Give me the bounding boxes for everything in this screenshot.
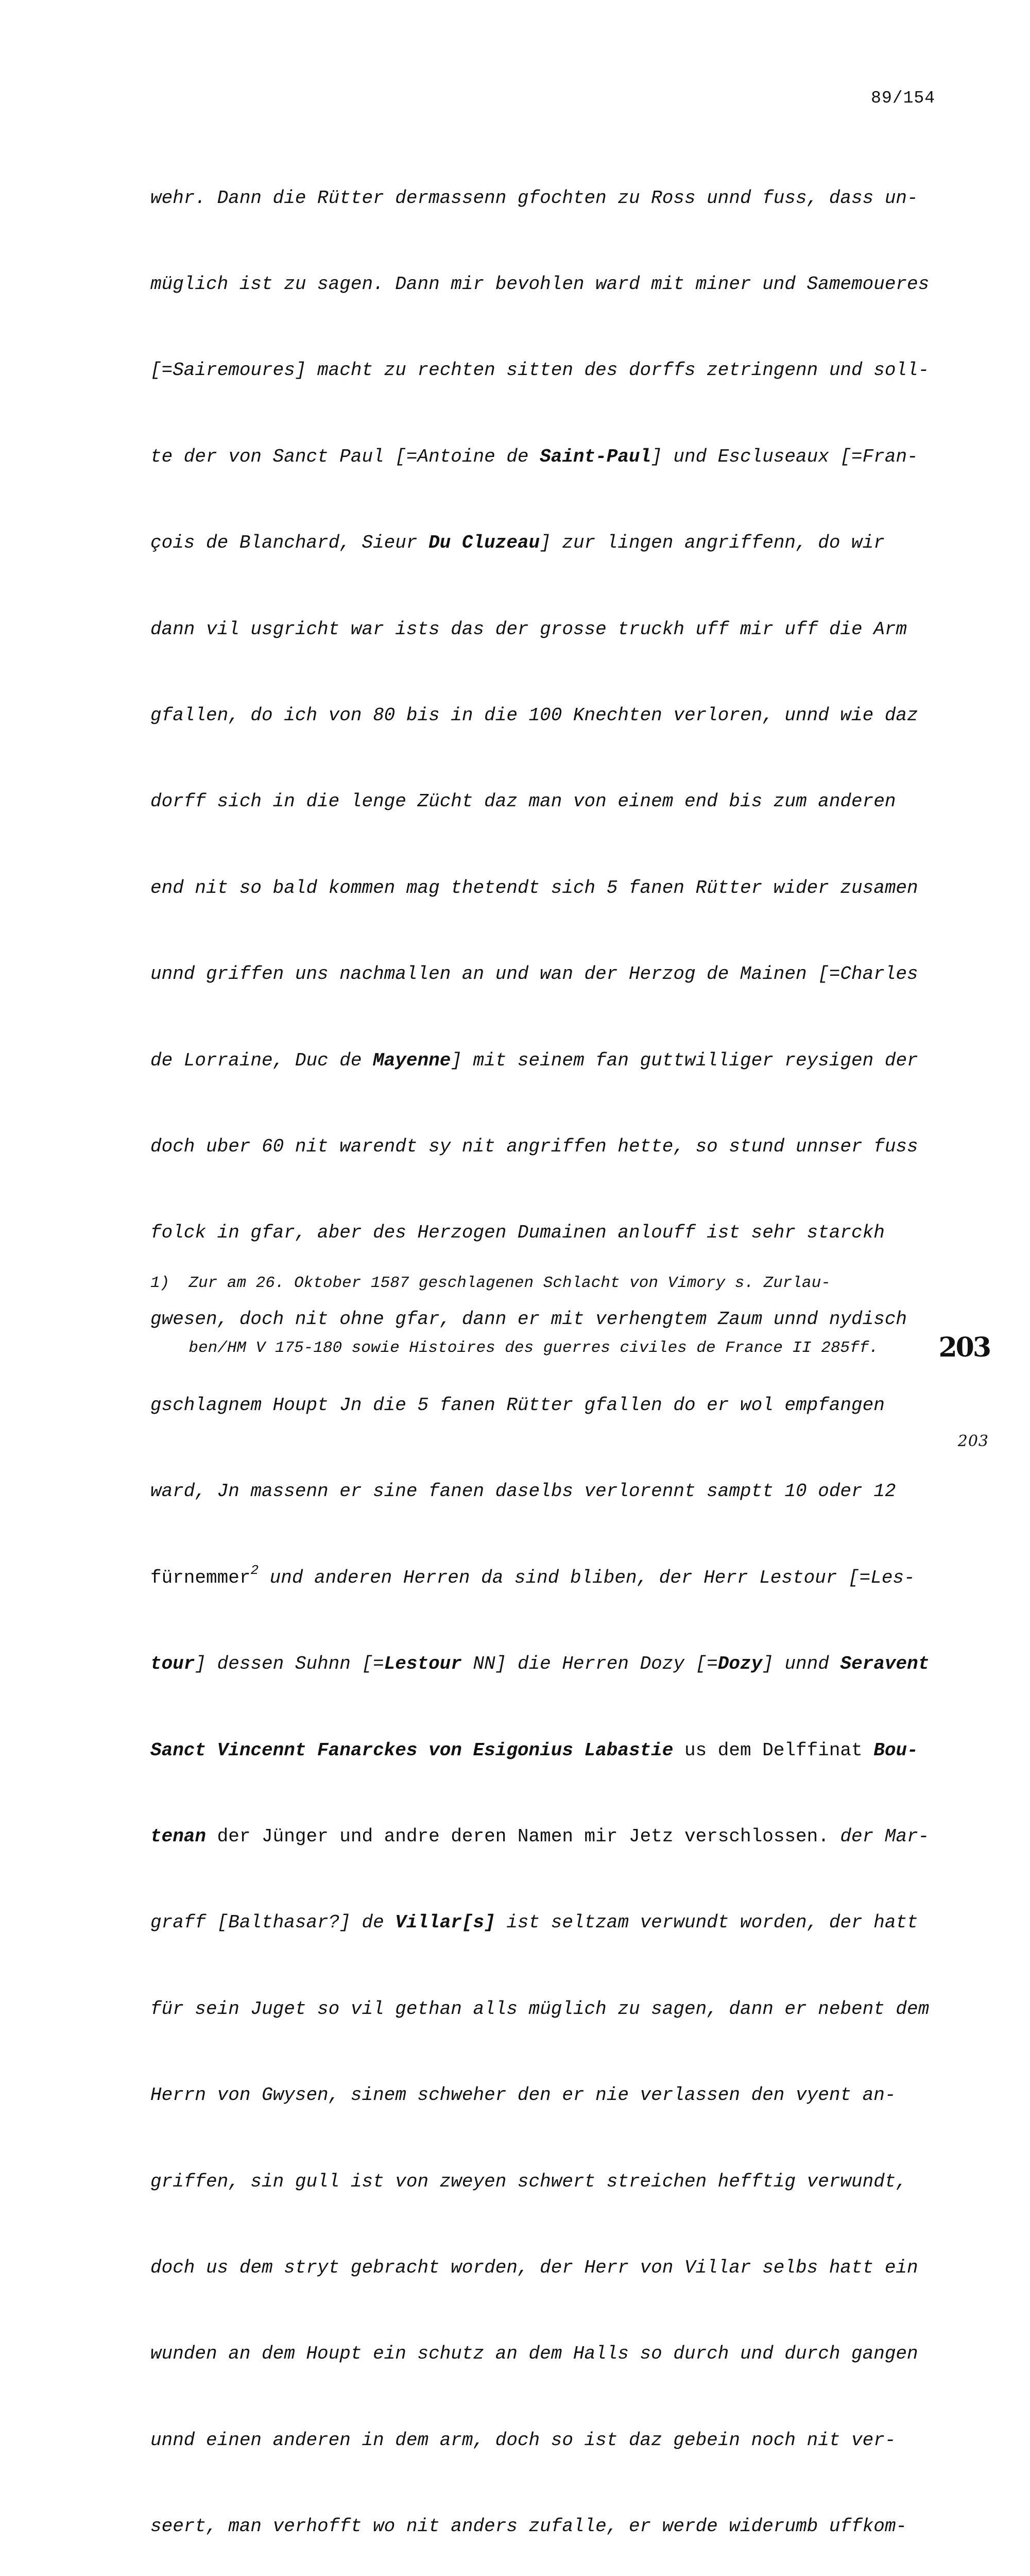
- bold-name: tour: [150, 1653, 195, 1675]
- footnote-line: 1) Zur am 26. Oktober 1587 geschlagenen Schlacht von Vimory s. Zurlau-: [150, 1274, 831, 1292]
- text-line-bold: te der von Sanct Paul [=Antoine de Saint-Paul] und Escluseaux [=Fran-: [150, 446, 918, 467]
- text-line: [=Sairemoures] macht zu rechten sitten des dorffs zetringenn und soll-: [150, 360, 930, 381]
- text-line: gwesen, doch nit ohne gfar, dann er mit verhengtem Zaum unnd nydisch: [150, 1308, 907, 1330]
- text-line: doch us dem stryt gebracht worden, der Herr von Villar selbs hatt ein: [150, 2257, 918, 2278]
- text-line: griffen, sin gull ist von zweyen schwert streichen hefftig verwundt,: [150, 2171, 907, 2192]
- bold-name: Bou-: [873, 1739, 918, 1761]
- bold-name: Du Cluzeau: [428, 532, 540, 554]
- bold-name: Lestour: [384, 1653, 462, 1675]
- bold-name: Mayenne: [373, 1049, 451, 1071]
- text-line-bold: tenan der Jünger und andre deren Namen mir Jetz verschlossen. der Mar-: [150, 1826, 930, 1848]
- text-line: dorff sich in die lenge Zücht daz man von einem end bis zum anderen: [150, 791, 896, 812]
- text-line: folck in gfar, aber des Herzogen Dumainen anlouff ist sehr starckh: [150, 1222, 885, 1244]
- bold-name: Dozy: [717, 1653, 763, 1675]
- archive-stamp-number: 203: [938, 1332, 990, 1363]
- bold-name: Villar[s]: [395, 1912, 495, 1934]
- text-line: wunden an dem Houpt ein schutz an dem Halls so durch und durch gangen: [150, 2343, 918, 2365]
- text-line: doch uber 60 nit warendt sy nit angriffen hette, so stund unnser fuss: [150, 1136, 918, 1157]
- page-number: 89/154: [871, 89, 935, 108]
- text-line-footnote-ref: fürnemmer$^2$ und anderen Herren da sind bliben, der Herr Lestour [=Les-: [150, 1562, 915, 1588]
- text-line: unnd griffen uns nachmallen an und wan der Herzog de Mainen [=Charles: [150, 963, 918, 985]
- text-line: end nit so bald kommen mag thetendt sich 5 fanen Rütter wider zusamen: [150, 877, 918, 899]
- bold-name: Saint-Paul: [540, 446, 651, 467]
- text-line-bold: de Lorraine, Duc de Mayenne] mit seinem fan guttwilliger reysigen der: [150, 1049, 918, 1071]
- text-line: Herrn von Gwysen, sinem schweher den er nie verlassen den vyent an-: [150, 2084, 896, 2106]
- bold-name: tenan: [150, 1826, 207, 1848]
- bold-name: Seravent: [840, 1653, 930, 1675]
- text-line: ward, Jn massenn er sine fanen daselbs verlorennt samptt 10 oder 12: [150, 1481, 896, 1502]
- text-line: gschlagnem Houpt Jn die 5 fanen Rütter gfallen do er wol empfangen: [150, 1395, 885, 1416]
- text-line: wehr. Dann die Rütter dermassenn gfochten zu Ross unnd fuss, dass un-: [150, 187, 918, 209]
- text-line: müglich ist zu sagen. Dann mir bevohlen ward mit miner und Samemoueres: [150, 273, 930, 295]
- handwritten-page-number: 203: [957, 1432, 989, 1450]
- footnote-line: ben/HM V 175-180 sowie Histoires des guerres civiles de France II 285ff.: [150, 1339, 879, 1357]
- text-line-bold: graff [Balthasar?] de Villar[s] ist seltzam verwundt worden, der hatt: [150, 1912, 918, 1934]
- footnote-reference: 2: [250, 1562, 259, 1578]
- text-line: seert, man verhofft wo nit anders zufalle, er werde widerumb uffkom-: [150, 2516, 907, 2537]
- text-line: unnd einen anderen in dem arm, doch so ist daz gebein noch nit ver-: [150, 2429, 896, 2451]
- text-line: für sein Juget so vil gethan alls müglich zu sagen, dann er nebent dem: [150, 1998, 930, 2020]
- text-line-bold: çois de Blanchard, Sieur Du Cluzeau] zur lingen angriffenn, do wir: [150, 532, 885, 554]
- footnote: [150, 1229, 954, 1402]
- text-line-bold: Sanct Vincennt Fanarckes von Esigonius Labastie us dem Delffinat Bou-: [150, 1739, 918, 1761]
- text-line: gfallen, do ich von 80 bis in die 100 Knechten verloren, unnd wie daz: [150, 704, 918, 726]
- text-line: dann vil usgricht war ists das der grosse truckh uff mir uff die Arm: [150, 618, 907, 640]
- text-line-bold: tour] dessen Suhnn [=Lestour NN] die Herren Dozy [=Dozy] unnd Seravent: [150, 1653, 930, 1675]
- bold-name: Sanct Vincennt Fanarckes von Esigonius Labastie: [150, 1739, 674, 1761]
